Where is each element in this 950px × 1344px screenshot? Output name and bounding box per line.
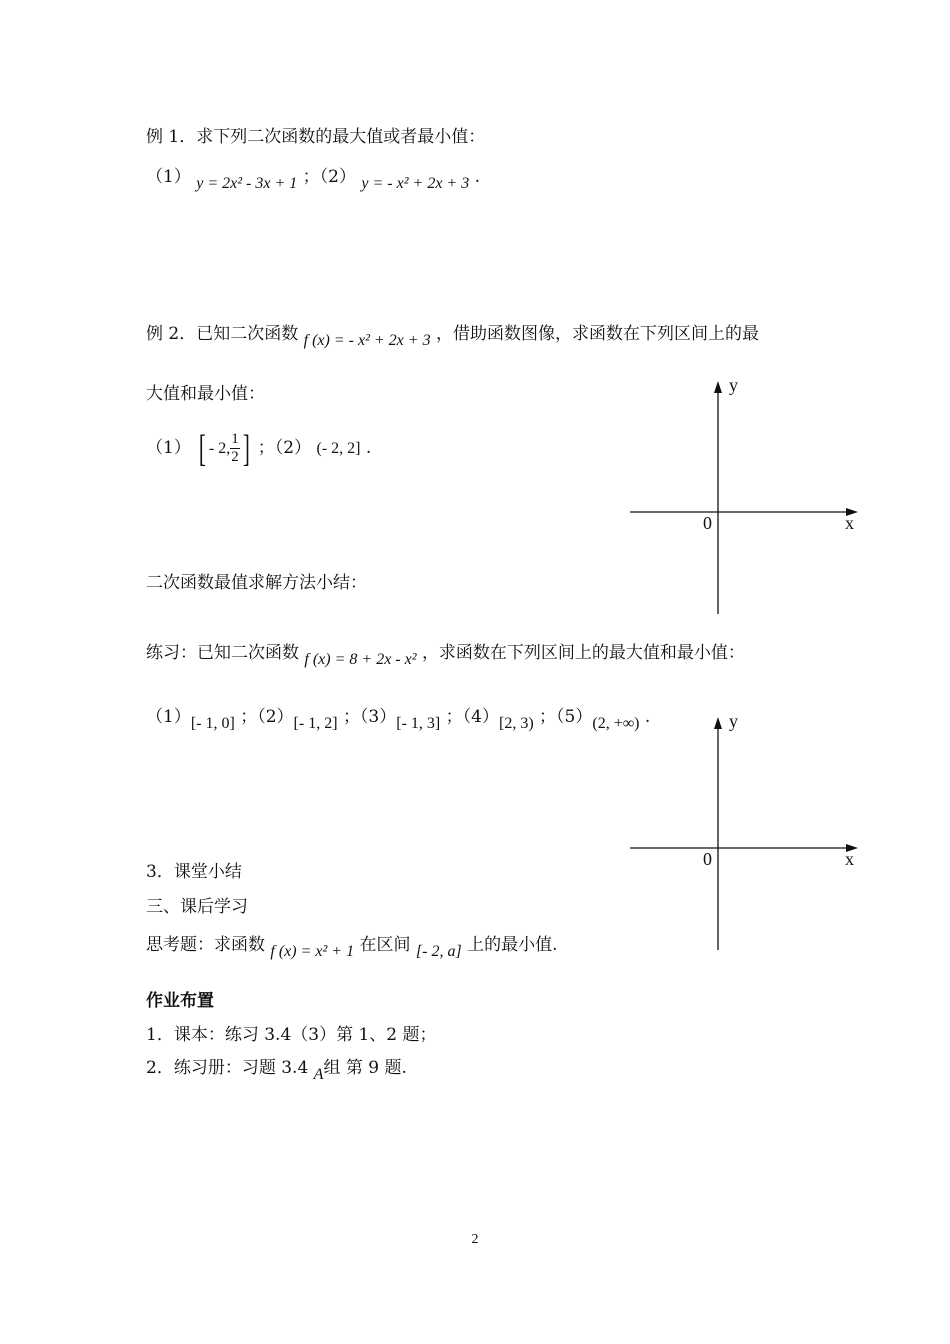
interval: [2, 3) xyxy=(498,715,534,732)
function-1: y = 2x² - 3x + 1 xyxy=(196,175,298,192)
practice-lead: 练习：已知二次函数 xyxy=(146,643,299,663)
think-function: f (x) = x² + 1 xyxy=(270,943,355,960)
end-mark: . xyxy=(644,707,651,727)
end-mark: . xyxy=(365,438,372,458)
section-summary: 3．课堂小结 xyxy=(146,862,242,882)
interval-1-left: - 2, xyxy=(208,440,231,457)
origin-label: 0 xyxy=(703,849,712,869)
example-1-title: 例 1．求下列二次函数的最大值或者最小值： xyxy=(146,127,486,147)
homework-heading: 作业布置 xyxy=(146,991,214,1011)
problem-label: （1） xyxy=(146,167,191,187)
think-mid: 在区间 xyxy=(359,935,411,955)
interval: [- 1, 2] xyxy=(293,715,338,732)
thinking-problem xyxy=(146,934,558,960)
interval-label-2: ；（2） xyxy=(257,438,312,458)
example-2-tail: ，借助函数图像，求函数在下列区间上的最 xyxy=(435,324,759,344)
example-2-line2: 大值和最小值： xyxy=(146,384,265,404)
interval-label-1: （1） xyxy=(146,438,191,458)
interval: [- 1, 0] xyxy=(190,715,235,732)
left-bracket: [ xyxy=(199,427,207,470)
right-bracket: ] xyxy=(242,427,250,470)
interval: [- 1, 3] xyxy=(396,715,441,732)
function-2: y = - x² + 2x + 3 xyxy=(361,175,470,192)
example-1-problems xyxy=(146,166,481,192)
homework-item-2-tail: 组 第 9 题. xyxy=(323,1058,407,1078)
interval: (2, +∞) xyxy=(592,715,640,732)
summary-heading: 二次函数最值求解方法小结： xyxy=(146,573,367,593)
section-after-class: 三、课后学习 xyxy=(146,897,248,917)
interval-label: （1） xyxy=(146,707,191,727)
practice-function: f (x) = 8 + 2x - x² xyxy=(304,651,417,668)
separator: ；（2） xyxy=(302,167,356,187)
homework-item-2 xyxy=(146,1057,407,1083)
interval-label: ；（2） xyxy=(240,707,294,727)
think-interval: [- 2, a] xyxy=(415,943,462,960)
y-axis-label: y xyxy=(729,711,738,731)
think-lead: 思考题：求函数 xyxy=(146,935,265,955)
example-2-function: f (x) = - x² + 2x + 3 xyxy=(303,332,431,349)
example-2-intro xyxy=(146,323,759,349)
interval-2: (- 2, 2] xyxy=(316,440,361,457)
coordinate-axes-1 xyxy=(628,378,868,618)
origin-label: 0 xyxy=(703,513,712,533)
interval-label: ；（4） xyxy=(445,707,499,727)
page-number: 2 xyxy=(471,1232,479,1247)
interval-label: ；（5） xyxy=(539,707,593,727)
x-axis-label: x xyxy=(845,513,854,533)
homework-item-1: 1．课本：练习 3.4（3）第 1、2 题； xyxy=(146,1025,437,1045)
think-tail: 上的最小值. xyxy=(467,935,558,955)
practice-intro xyxy=(146,642,745,668)
coordinate-axes-2 xyxy=(628,714,868,954)
example-2-intervals xyxy=(146,428,371,469)
y-axis-label: y xyxy=(729,375,738,395)
homework-item-2-lead: 2．练习册：习题 3.4 xyxy=(146,1058,314,1078)
practice-tail: ，求函数在下列区间上的最大值和最小值： xyxy=(421,643,745,663)
x-axis-label: x xyxy=(845,849,854,869)
group-letter: A xyxy=(313,1066,324,1083)
example-2-lead: 例 2．已知二次函数 xyxy=(146,324,299,344)
interval-label: ；（3） xyxy=(342,707,397,727)
end-mark: . xyxy=(474,167,481,187)
fraction: $\frac{1}{2}$ xyxy=(231,431,239,465)
practice-intervals xyxy=(146,706,651,732)
